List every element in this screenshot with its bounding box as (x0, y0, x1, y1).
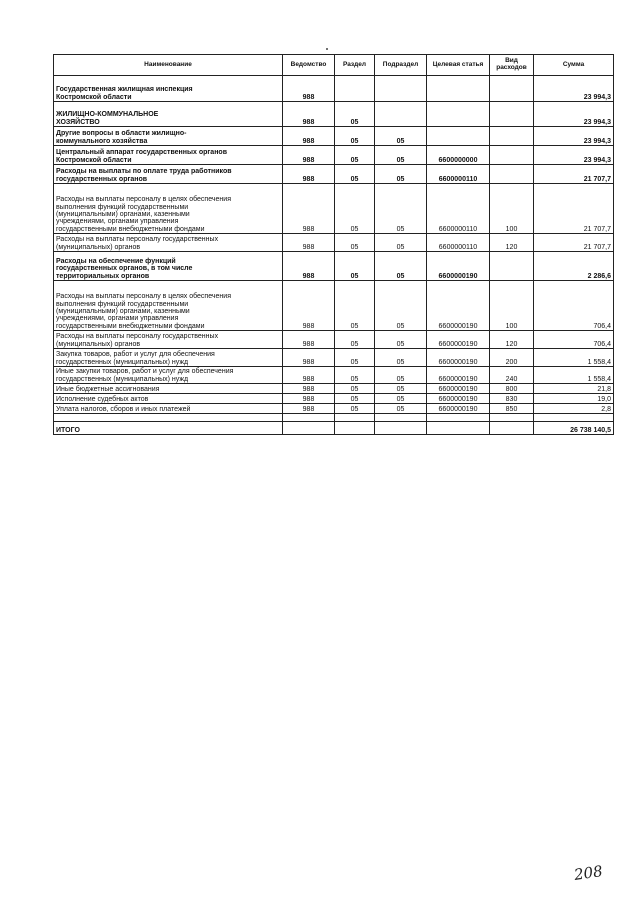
row-subsection: 05 (375, 394, 427, 404)
row-sum: 2 286,6 (534, 252, 614, 281)
row-name: Расходы на выплаты персоналу в целях обеспечения выполнения функций государственными (муниципальными) органами, казенными учреждениями, органами управления государственными внебюджетными фондами (54, 281, 283, 331)
row-target: 6600000110 (427, 234, 490, 252)
row-name: Расходы на выплаты персоналу государственных (муниципальных) органов (54, 331, 283, 349)
row-kind: 120 (490, 234, 534, 252)
table-row (54, 102, 614, 127)
row-dept: 988 (283, 394, 335, 404)
row-subsection: 05 (375, 165, 427, 184)
row-target: 6600000190 (427, 367, 490, 384)
col-header-kind: Вид расходов (490, 55, 534, 76)
row-section: 05 (335, 252, 375, 281)
row-dept: 988 (283, 384, 335, 394)
row-subsection: 05 (375, 331, 427, 349)
total-label: ИТОГО (54, 422, 283, 435)
row-section: 05 (335, 367, 375, 384)
table-row (54, 384, 614, 394)
row-section: 05 (335, 331, 375, 349)
row-subsection: 05 (375, 127, 427, 146)
table-row (54, 281, 614, 331)
row-kind: 800 (490, 384, 534, 394)
row-target: 6600000110 (427, 184, 490, 234)
row-name: Расходы на выплаты персоналу в целях обеспечения выполнения функций государственными (муниципальными) органами, казенными учреждениями, органами управления государственными внебюджетными фондами (54, 184, 283, 234)
row-name: Иные закупки товаров, работ и услуг для обеспечения государственных (муниципальных) нужд (54, 367, 283, 384)
row-name: Уплата налогов, сборов и иных платежей (54, 404, 283, 414)
row-name: Иные бюджетные ассигнования (54, 384, 283, 394)
row-name: Расходы на обеспечение функций государственных органов, в том числе территориальных органов (54, 252, 283, 281)
row-name: Расходы на выплаты персоналу государственных (муниципальных) органов (54, 234, 283, 252)
row-sum: 21,8 (534, 384, 614, 394)
row-target (427, 102, 490, 127)
row-section: 05 (335, 165, 375, 184)
table-footer (54, 414, 614, 435)
col-header-section: Раздел (335, 55, 375, 76)
row-sum: 21 707,7 (534, 234, 614, 252)
row-section: 05 (335, 184, 375, 234)
row-section: 05 (335, 384, 375, 394)
table-row (54, 252, 614, 281)
row-name: Закупка товаров, работ и услуг для обеспечения государственных (муниципальных) нужд (54, 349, 283, 367)
row-sum: 706,4 (534, 281, 614, 331)
row-dept: 988 (283, 349, 335, 367)
total-row (54, 422, 614, 435)
row-target: 6600000190 (427, 252, 490, 281)
row-subsection: 05 (375, 184, 427, 234)
row-name: Исполнение судебных актов (54, 394, 283, 404)
row-kind: 200 (490, 349, 534, 367)
row-sum: 23 994,3 (534, 76, 614, 102)
scan-speck (326, 48, 328, 50)
row-subsection: 05 (375, 252, 427, 281)
row-kind (490, 76, 534, 102)
table-row (54, 184, 614, 234)
row-dept: 988 (283, 281, 335, 331)
row-kind: 830 (490, 394, 534, 404)
row-kind: 240 (490, 367, 534, 384)
row-dept: 988 (283, 165, 335, 184)
row-dept: 988 (283, 367, 335, 384)
page-number: 208 (572, 862, 604, 884)
row-sum: 19,0 (534, 394, 614, 404)
row-subsection: 05 (375, 404, 427, 414)
row-target: 6600000190 (427, 384, 490, 394)
row-dept: 988 (283, 234, 335, 252)
row-target: 6600000000 (427, 146, 490, 165)
row-target: 6600000190 (427, 349, 490, 367)
row-sum: 21 707,7 (534, 165, 614, 184)
row-subsection (375, 76, 427, 102)
row-section: 05 (335, 404, 375, 414)
row-dept: 988 (283, 331, 335, 349)
row-name: Центральный аппарат государственных органов Костромской области (54, 146, 283, 165)
row-section: 05 (335, 146, 375, 165)
row-target (427, 76, 490, 102)
spacer-row (54, 414, 614, 422)
row-kind: 100 (490, 184, 534, 234)
table-row (54, 331, 614, 349)
row-sum: 23 994,3 (534, 127, 614, 146)
row-sum: 1 558,4 (534, 349, 614, 367)
row-kind: 100 (490, 281, 534, 331)
row-dept: 988 (283, 252, 335, 281)
table-row (54, 404, 614, 414)
table-row (54, 146, 614, 165)
row-kind (490, 102, 534, 127)
row-subsection: 05 (375, 281, 427, 331)
row-kind (490, 127, 534, 146)
row-sum: 23 994,3 (534, 146, 614, 165)
row-kind (490, 146, 534, 165)
row-kind: 850 (490, 404, 534, 414)
table-row (54, 394, 614, 404)
table-row (54, 234, 614, 252)
row-subsection (375, 102, 427, 127)
row-dept: 988 (283, 404, 335, 414)
row-target: 6600000190 (427, 394, 490, 404)
row-kind (490, 165, 534, 184)
row-name: ЖИЛИЩНО-КОММУНАЛЬНОЕ ХОЗЯЙСТВО (54, 102, 283, 127)
row-name: Другие вопросы в области жилищно- коммунального хозяйства (54, 127, 283, 146)
col-header-sum: Сумма (534, 55, 614, 76)
row-kind: 120 (490, 331, 534, 349)
table-row (54, 367, 614, 384)
col-header-subsection: Подраздел (375, 55, 427, 76)
col-header-dept: Ведомство (283, 55, 335, 76)
budget-table (53, 54, 614, 435)
row-section (335, 76, 375, 102)
row-name: Расходы на выплаты по оплате труда работников государственных органов (54, 165, 283, 184)
table-row (54, 349, 614, 367)
row-kind (490, 252, 534, 281)
row-section: 05 (335, 281, 375, 331)
table-header (54, 55, 614, 76)
table-row (54, 76, 614, 102)
table-row (54, 165, 614, 184)
row-dept: 988 (283, 76, 335, 102)
row-subsection: 05 (375, 234, 427, 252)
row-subsection: 05 (375, 367, 427, 384)
row-sum: 706,4 (534, 331, 614, 349)
row-target: 6600000110 (427, 165, 490, 184)
row-subsection: 05 (375, 384, 427, 394)
row-section: 05 (335, 127, 375, 146)
row-section: 05 (335, 234, 375, 252)
row-name: Государственная жилищная инспекция Костромской области (54, 76, 283, 102)
col-header-name: Наименование (54, 55, 283, 76)
row-sum: 21 707,7 (534, 184, 614, 234)
row-dept: 988 (283, 146, 335, 165)
row-section: 05 (335, 102, 375, 127)
row-target: 6600000190 (427, 331, 490, 349)
row-section: 05 (335, 394, 375, 404)
row-sum: 1 558,4 (534, 367, 614, 384)
row-dept: 988 (283, 184, 335, 234)
col-header-target: Целевая статья (427, 55, 490, 76)
row-dept: 988 (283, 127, 335, 146)
total-sum: 26 738 140,5 (534, 422, 614, 435)
row-subsection: 05 (375, 146, 427, 165)
table-row (54, 127, 614, 146)
row-section: 05 (335, 349, 375, 367)
row-target: 6600000190 (427, 281, 490, 331)
row-target: 6600000190 (427, 404, 490, 414)
row-dept: 988 (283, 102, 335, 127)
table-body (54, 76, 614, 414)
row-sum: 23 994,3 (534, 102, 614, 127)
row-sum: 2,8 (534, 404, 614, 414)
row-subsection: 05 (375, 349, 427, 367)
row-target (427, 127, 490, 146)
